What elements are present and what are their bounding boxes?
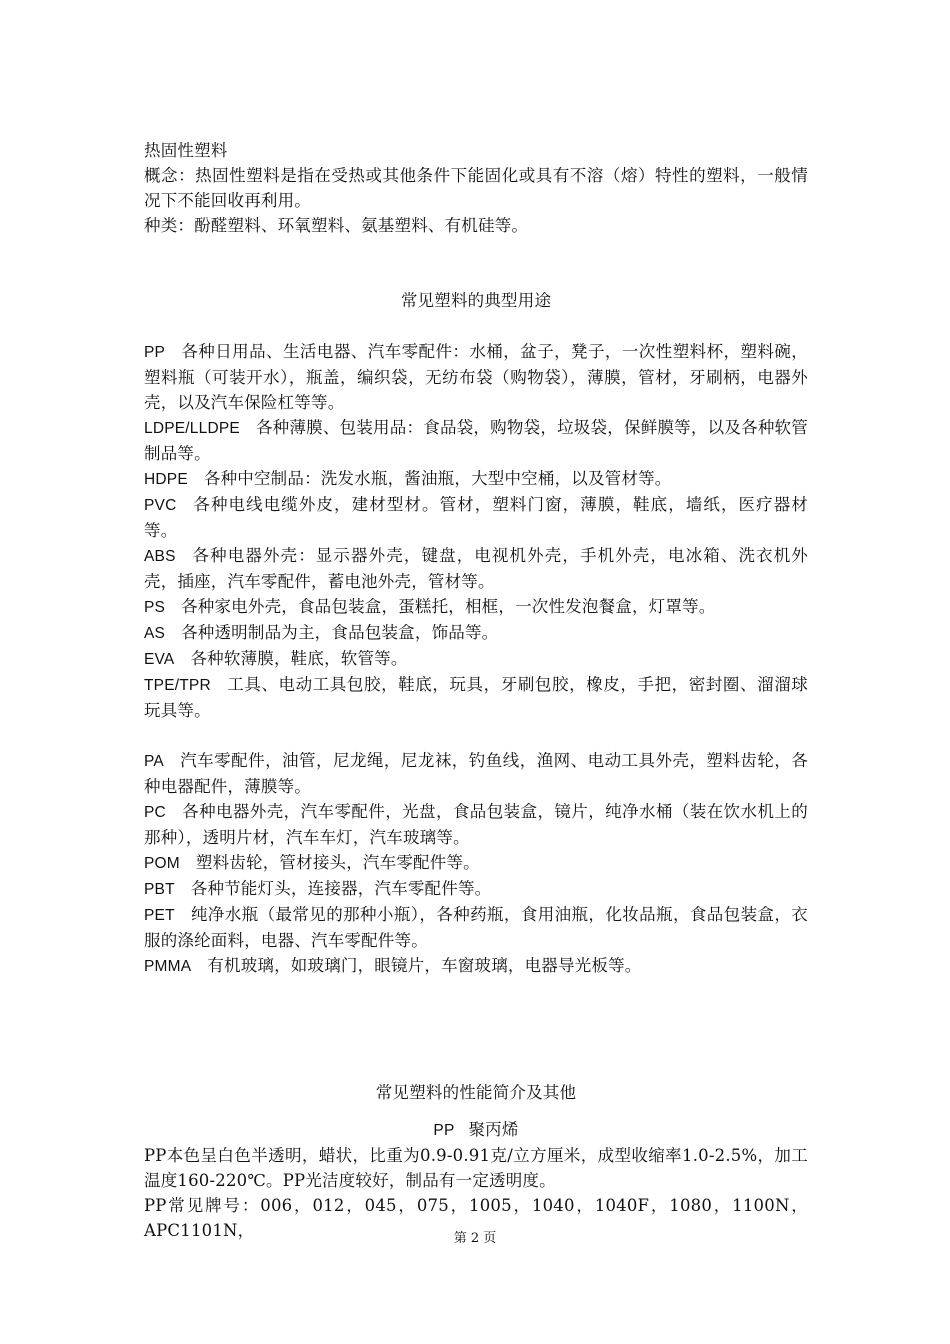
usage-item	[144, 748, 808, 799]
plastic-usage-text: 各种电器外壳，汽车零配件，光盘，食品包装盒，镜片，纯净水桶（装在饮水机上的那种），透明片材，汽车车灯，汽车玻璃等。	[144, 802, 808, 847]
plastic-usage-text: 塑料齿轮，管材接头，汽车零配件等。	[195, 853, 480, 872]
plastic-code: EVA	[144, 651, 175, 668]
usage-item	[144, 492, 808, 543]
plastic-usage-text: 各种透明制品为主，食品包装盒，饰品等。	[181, 623, 499, 642]
plastic-usage-text: 各种软薄膜，鞋底，软管等。	[190, 649, 408, 668]
page-number: 第 2 页	[453, 1231, 497, 1246]
usage-item	[144, 620, 808, 646]
usage-item	[144, 953, 808, 979]
spacer	[144, 723, 808, 748]
pp-grades: PP常见牌号：006，012，045，075，1005，1040，1040F，1080，1100N，APC1101N，	[144, 1196, 808, 1240]
plastic-code: PA	[144, 753, 164, 770]
plastic-code: ABS	[144, 548, 176, 565]
plastic-usage-text: 各种中空制品：洗发水瓶，酱油瓶，大型中空桶，以及管材等。	[203, 469, 672, 488]
usage-list-1	[144, 339, 808, 723]
pp-code: PP	[433, 1122, 455, 1139]
usage-item	[144, 672, 808, 723]
usage-item	[144, 339, 808, 415]
plastic-code: POM	[144, 855, 180, 872]
plastic-code: PC	[144, 804, 166, 821]
plastic-usage-text: 各种电器外壳：显示器外壳，键盘，电视机外壳，手机外壳，电冰箱、洗衣机外壳，插座，汽车零配件，蓄电池外壳，管材等。	[144, 546, 808, 591]
intro-title: 热固性塑料	[144, 141, 228, 160]
spacer	[144, 979, 808, 1080]
plastic-code: PBT	[144, 881, 175, 898]
plastic-usage-text: 工具、电动工具包胶，鞋底，玩具，牙刷包胶，橡皮，手把，密封圈、溜溜球玩具等。	[144, 675, 808, 720]
plastic-code: PET	[144, 907, 175, 924]
usage-item	[144, 902, 808, 953]
usage-item	[144, 594, 808, 620]
pp-name: 聚丙烯	[468, 1120, 519, 1139]
plastic-code: TPE/TPR	[144, 677, 211, 694]
plastic-code: PP	[144, 344, 166, 361]
page-content	[144, 138, 808, 1243]
plastic-usage-text: 有机玻璃，如玻璃门，眼镜片，车窗玻璃，电器导光板等。	[207, 956, 642, 975]
usage-section-title: 常见塑料的典型用途	[400, 291, 552, 310]
properties-section-title: 常见塑料的性能简介及其他	[375, 1083, 577, 1102]
plastic-code: PVC	[144, 497, 177, 514]
usage-item	[144, 799, 808, 850]
spacer	[144, 313, 808, 339]
plastic-usage-text: 纯净水瓶（最常见的那种小瓶），各种药瓶，食用油瓶，化妆品瓶，食品包装盒，衣服的涤纶面料，电器、汽车零配件等。	[144, 905, 808, 950]
plastic-code: AS	[144, 625, 166, 642]
usage-item	[144, 415, 808, 466]
plastic-code: PMMA	[144, 958, 192, 975]
plastic-code: LDPE/LLDPE	[144, 420, 240, 437]
usage-item	[144, 646, 808, 672]
plastic-code: HDPE	[144, 471, 188, 488]
spacer	[144, 238, 808, 288]
pp-subtitle	[144, 1117, 808, 1143]
usage-item	[144, 466, 808, 492]
intro-concept: 概念：热固性塑料是指在受热或其他条件下能固化或具有不溶（熔）特性的塑料，一般情况下不能回收再利用。	[144, 166, 808, 210]
spacer	[144, 1105, 808, 1117]
usage-item	[144, 876, 808, 902]
plastic-code: PS	[144, 599, 166, 616]
plastic-usage-text: 汽车零配件，油管，尼龙绳，尼龙袜，钓鱼线，渔网、电动工具外壳，塑料齿轮，各种电器配件，薄膜等。	[144, 751, 808, 796]
usage-list-2	[144, 748, 808, 979]
intro-types: 种类：酚醛塑料、环氧塑料、氨基塑料、有机硅等。	[144, 216, 529, 235]
plastic-usage-text: 各种节能灯头，连接器，汽车零配件等。	[190, 879, 492, 898]
pp-description: PP本色呈白色半透明，蜡状，比重为0.9-0.91克/立方厘米，成型收缩率1.0-2.5%，加工温度160-220℃。PP光洁度较好，制品有一定透明度。	[144, 1146, 808, 1190]
usage-item	[144, 543, 808, 594]
plastic-usage-text: 各种日用品、生活电器、汽车零配件：水桶，盆子，凳子，一次性塑料杯，塑料碗，塑料瓶（可装开水），瓶盖，编织袋，无纺布袋（购物袋），薄膜，管材，牙刷柄，电器外壳，以及汽车保险杠等等。	[144, 342, 808, 412]
plastic-usage-text: 各种薄膜、包装用品：食品袋，购物袋，垃圾袋，保鲜膜等，以及各种软管制品等。	[144, 418, 808, 463]
plastic-usage-text: 各种家电外壳，食品包装盒，蛋糕托，相框，一次性发泡餐盒，灯罩等。	[181, 597, 716, 616]
usage-item	[144, 850, 808, 876]
plastic-usage-text: 各种电线电缆外皮，建材型材。管材，塑料门窗，薄膜，鞋底，墙纸，医疗器材等。	[144, 495, 808, 540]
